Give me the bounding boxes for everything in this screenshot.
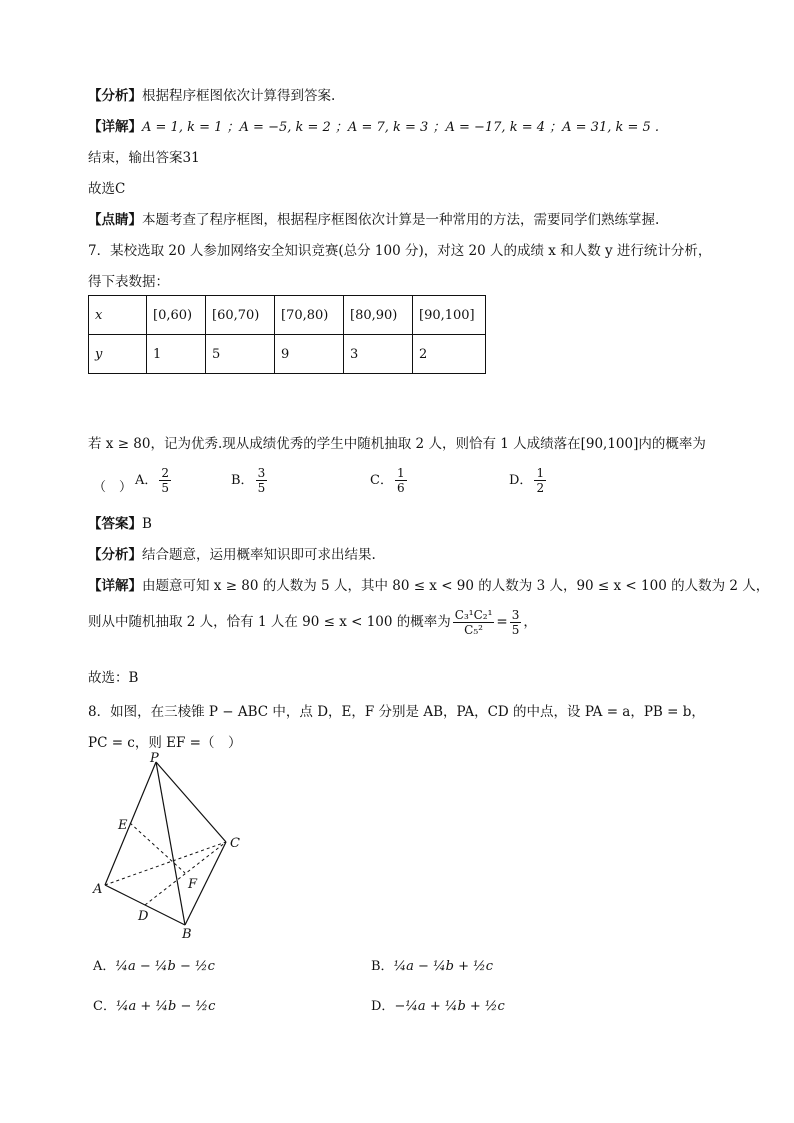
p6-choice-line: 故选C: [88, 181, 126, 197]
option-c: C． $\frac{1}{6}$: [370, 466, 405, 495]
p6-comment-line: [88, 208, 659, 228]
table-cell: 2: [413, 335, 486, 374]
label-e: E: [118, 818, 128, 833]
table-cell: 5: [206, 335, 275, 374]
label-f: F: [188, 877, 198, 892]
tetrahedron-figure: [88, 752, 258, 942]
option-a: A． $\frac{2}{5}$: [135, 466, 170, 495]
table-row: [89, 335, 486, 374]
q7-detail-line2: 则从中随机抽取 2 人，恰有 1 人在 90 ≤ x < 100 的概率为 $\frac{\text{C₃¹C₂¹}}{\text{C₅²}}$ = $\frac{3}{5}$ ，: [88, 608, 537, 637]
label-d: D: [138, 909, 149, 924]
edge-pc: [156, 762, 226, 842]
q8-option-b: B．¼a − ¼b + ½c: [371, 959, 494, 974]
q7-analysis-line: [88, 543, 376, 563]
label-a: A: [93, 882, 103, 897]
table-cell: 1: [147, 335, 206, 374]
table-cell: [70,80): [275, 296, 344, 335]
answer-text: B: [142, 516, 152, 532]
q7-answer-line: [88, 512, 152, 532]
q8-option-a: A．¼a − ¼b − ½c: [93, 959, 215, 974]
analysis-tag: 【分析】: [88, 88, 142, 104]
table-cell: y: [89, 335, 147, 374]
p6-detail-line: [88, 115, 659, 135]
table-cell: [80,90): [344, 296, 413, 335]
q7-options: [93, 466, 713, 502]
answer-tag: 【答案】: [88, 516, 142, 532]
score-table: [88, 295, 486, 374]
segment-dc-hidden: [145, 842, 226, 905]
table-cell: x: [89, 296, 147, 335]
q7-stem-line1: 7．某校选取 20 人参加网络安全知识竞赛(总分 100 分)，对这 20 人的成绩 x 和人数 y 进行统计分析，: [88, 243, 712, 259]
prob-value: $\frac{3}{5}$: [511, 608, 520, 637]
q7-stem-line2: 得下表数据：: [88, 274, 169, 290]
option-b: B． $\frac{3}{5}$: [231, 466, 266, 495]
paren: （ ）: [93, 480, 133, 495]
prob-fraction: $\frac{\text{C₃¹C₂¹}}{\text{C₅²}}$: [454, 608, 493, 637]
q8-option-c: C．¼a + ¼b − ½c: [93, 999, 216, 1014]
detail-text: A = 1, k = 1 ；A = −5, k = 2 ；A = 7, k = 3 ；A = −17, k = 4 ；A = 31, k = 5 .: [142, 120, 660, 135]
table-row: [89, 296, 486, 335]
table-cell: 9: [275, 335, 344, 374]
detail-text: 由题意可知 x ≥ 80 的人数为 5 人，其中 80 ≤ x < 90 的人数为 3 人，90 ≤ x < 100 的人数为 2 人，: [142, 578, 770, 594]
detail-tag: 【详解】: [88, 578, 142, 594]
comment-text: 本题考查了程序框图，根据程序框图依次计算是一种常用的方法，需要同学们熟练掌握.: [142, 212, 660, 228]
analysis-text: 结合题意，运用概率知识即可求出结果.: [142, 547, 376, 563]
q7-detail-line: [88, 574, 769, 594]
edge-pb: [156, 762, 185, 925]
p6-end-line: 结束，输出答案31: [88, 150, 200, 166]
comment-tag: 【点睛】: [88, 212, 142, 228]
table-cell: [90,100]: [413, 296, 486, 335]
table-cell: 3: [344, 335, 413, 374]
q8-stem-line2: PC = c，则 EF =（ ）: [88, 735, 242, 751]
q8-option-d: D．−¼a + ¼b + ½c: [371, 999, 505, 1014]
table-cell: [0,60): [147, 296, 206, 335]
analysis-text: 根据程序框图依次计算得到答案.: [142, 88, 336, 104]
q8-stem-line1: 8．如图，在三棱锥 P − ABC 中，点 D，E，F 分别是 AB，PA，CD 的中点，设 PA = a，PB = b，: [88, 704, 705, 720]
table-cell: [60,70): [206, 296, 275, 335]
detail-tag: 【详解】: [88, 119, 142, 135]
label-p: P: [150, 752, 159, 766]
option-d: D． $\frac{1}{2}$: [509, 466, 545, 495]
p6-analysis-line: [88, 84, 335, 104]
analysis-tag: 【分析】: [88, 547, 142, 563]
q7-condition-line: 若 x ≥ 80，记为优秀.现从成绩优秀的学生中随机抽取 2 人，则恰有 1 人成绩落在[90,100]内的概率为: [88, 436, 706, 452]
label-c: C: [230, 836, 240, 851]
label-b: B: [182, 927, 192, 942]
segment-ef-hidden: [130, 823, 185, 873]
q7-choice-line: 故选：B: [88, 670, 139, 686]
